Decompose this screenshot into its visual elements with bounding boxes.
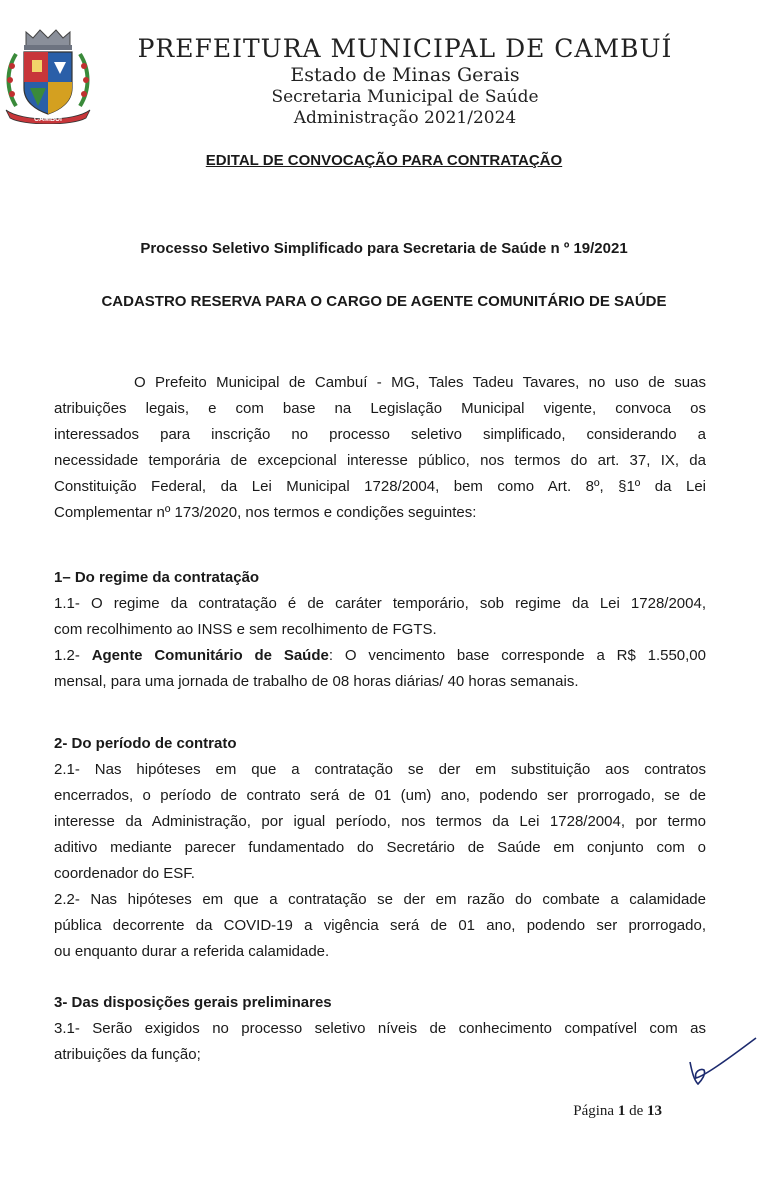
crest-banner-text: CAMBUÍ <box>34 116 62 123</box>
section-heading: 3- Das disposições gerais preliminares <box>54 994 332 1011</box>
text-line: com recolhimento ao INSS e sem recolhimento de FGTS. <box>54 621 437 638</box>
text-line: mensal, para uma jornada de trabalho de 08 horas diárias/ 40 horas semanais. <box>54 673 579 690</box>
letterhead <box>110 34 700 129</box>
role-name: Agente Comunitário de Saúde <box>91 647 329 664</box>
city-hall-name: PREFEITURA MUNICIPAL DE CAMBUÍ <box>137 34 673 63</box>
section-heading: 1– Do regime da contratação <box>54 569 260 586</box>
text-line: atribuições da função; <box>54 1046 201 1063</box>
text-line: aditivo mediante parecer fundamentado do Secretário de Saúde em conjunto com o <box>54 839 706 856</box>
section-heading: 2- Do período de contrato <box>54 735 237 752</box>
text-line: 3.1- Serão exigidos no processo seletivo níveis de conhecimento compatível com as <box>54 1020 706 1037</box>
text-line: necessidade temporária de excepcional interesse público, nos termos do art. 37, IX, da <box>54 452 706 469</box>
section-1 <box>54 565 706 695</box>
intro-paragraph <box>54 370 706 526</box>
department-name: Secretaria Municipal de Saúde <box>271 87 539 107</box>
page-separator: de <box>625 1103 647 1119</box>
text-line: interesse da Administração, por igual período, nos termos da Lei 1728/2004, por termo <box>54 813 706 830</box>
text-line: Complementar nº 173/2020, nos termos e condições seguintes: <box>54 504 477 521</box>
municipal-coat-of-arms-icon <box>2 26 94 124</box>
text-line <box>54 643 706 669</box>
text-line: Constituição Federal, da Lei Municipal 1728/2004, bem como Art. 8º, §1º da Lei <box>54 478 706 495</box>
text-line: 2.2- Nas hipóteses em que a contratação se der em razão do combate a calamidade <box>54 891 706 908</box>
section-2 <box>54 731 706 965</box>
text-line: encerrados, o período de contrato será de 01 (um) ano, podendo ser prorrogado, se de <box>54 787 706 804</box>
total-pages: 13 <box>647 1103 662 1119</box>
text-line: ou enquanto durar a referida calamidade. <box>54 943 330 960</box>
administration-term: Administração 2021/2024 <box>293 108 517 128</box>
salary-text: : O vencimento base corresponde a R$ 1.550,00 <box>328 647 706 664</box>
signature-mark-icon <box>684 1032 764 1092</box>
state-name: Estado de Minas Gerais <box>290 64 520 86</box>
text-line: 2.1- Nas hipóteses em que a contratação se der em substituição aos contratos <box>54 761 706 778</box>
text-line: O Prefeito Municipal de Cambuí - MG, Tales Tadeu Tavares, no uso de suas <box>134 374 706 391</box>
text-line: 1.1- O regime da contratação é de caráter temporário, sob regime da Lei 1728/2004, <box>54 595 706 612</box>
page-label: Página <box>573 1103 618 1119</box>
section-3 <box>54 990 706 1068</box>
text-line: coordenador do ESF. <box>54 865 195 882</box>
process-number: Processo Seletivo Simplificado para Secretaria de Saúde n º 19/2021 <box>140 240 628 257</box>
item-number: 1.2- <box>54 647 92 664</box>
document-title: EDITAL DE CONVOCAÇÃO PARA CONTRATAÇÃO <box>205 152 563 169</box>
text-line: pública decorrente da COVID-19 a vigência será de 01 ano, podendo ser prorrogado, <box>54 917 706 934</box>
reserve-heading: CADASTRO RESERVA PARA O CARGO DE AGENTE COMUNITÁRIO DE SAÚDE <box>101 293 667 310</box>
text-line: interessados para inscrição no processo seletivo simplificado, considerando a <box>54 426 706 443</box>
current-page: 1 <box>617 1103 626 1119</box>
text-line: atribuições legais, e com base na Legislação Municipal vigente, convoca os <box>54 400 706 417</box>
page-number <box>573 1103 662 1120</box>
